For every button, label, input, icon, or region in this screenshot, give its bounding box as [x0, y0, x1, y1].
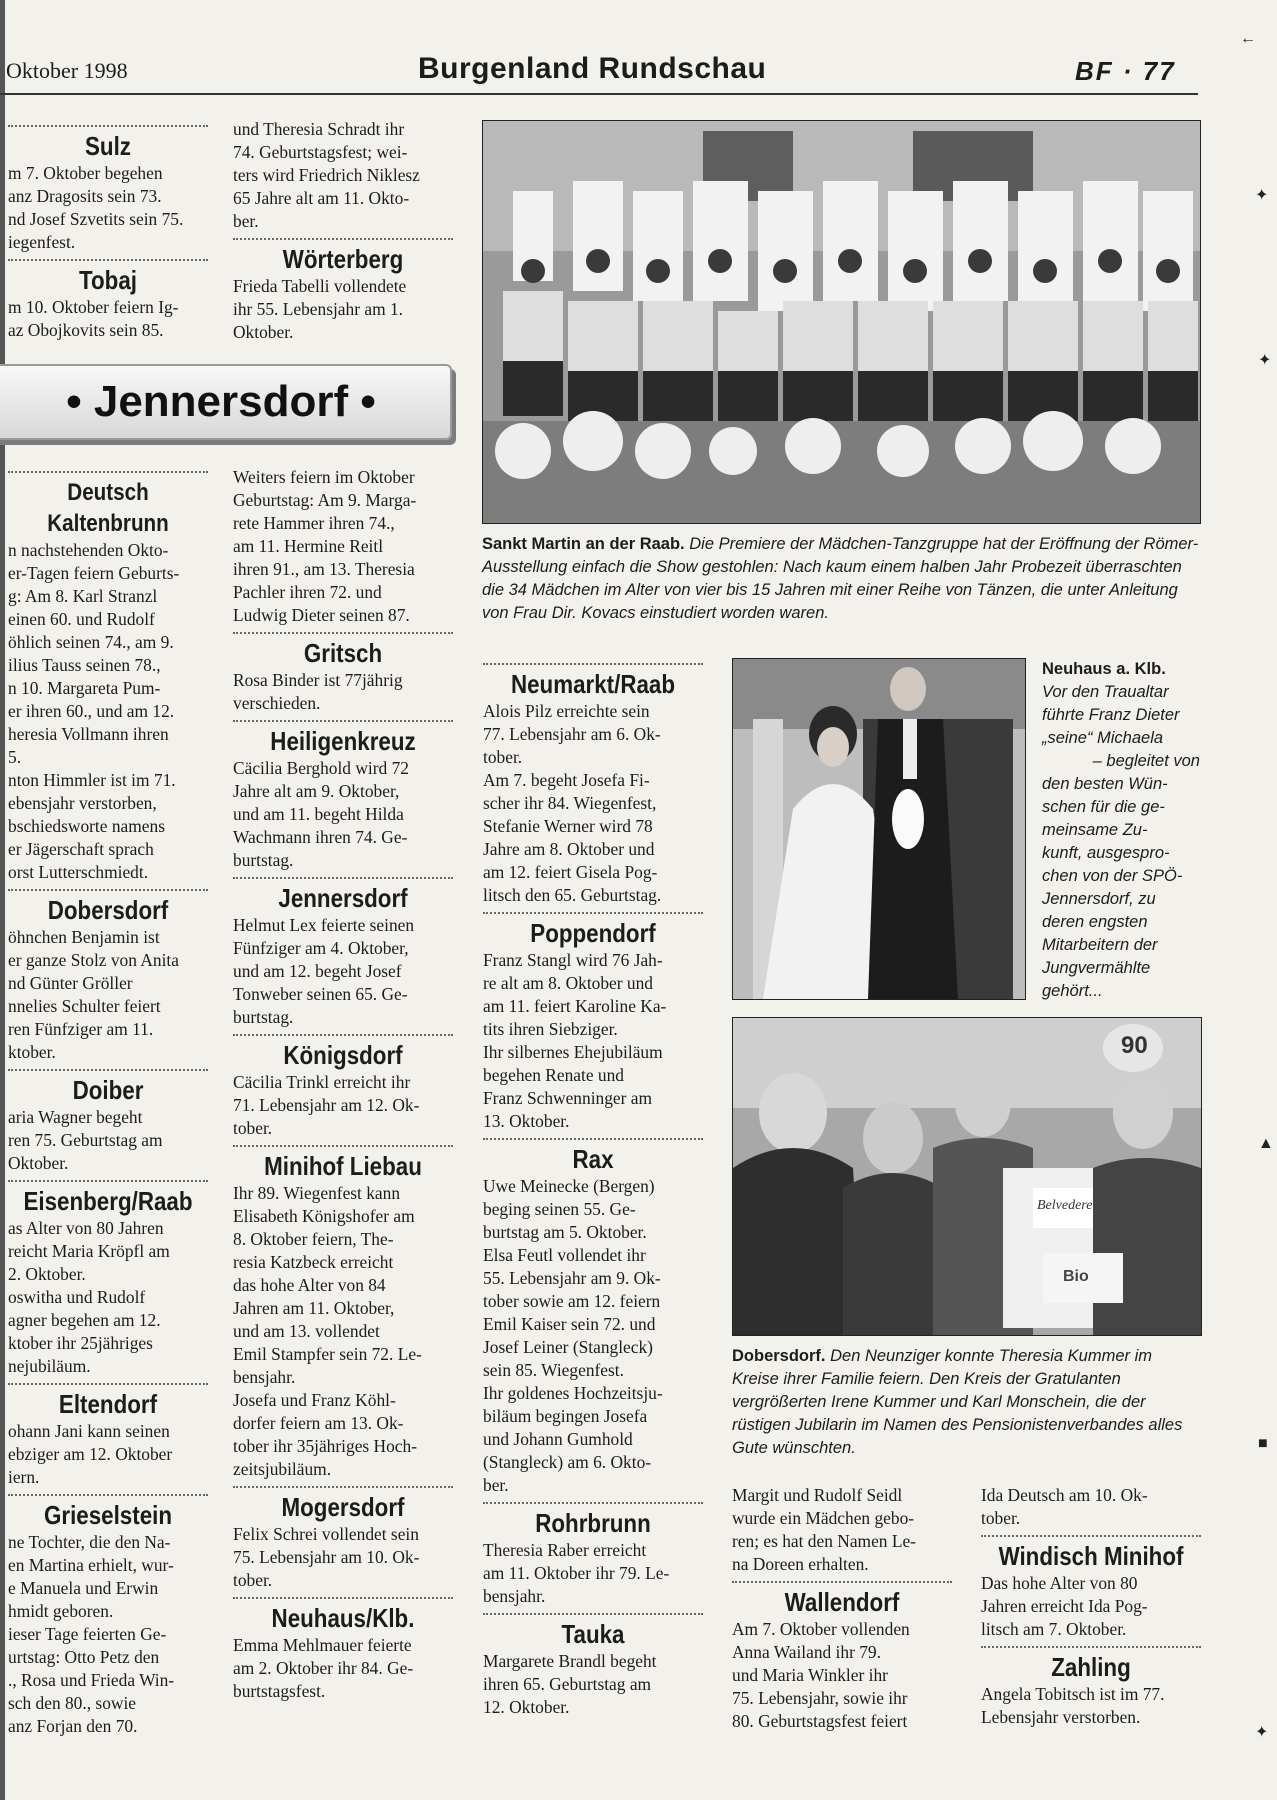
text-line: Frieda Tabelli vollendete [233, 276, 407, 296]
column-1-top [8, 120, 208, 342]
text-line: 13. Oktober. [483, 1111, 570, 1131]
caption-wedding [1042, 658, 1200, 1003]
text-line: begehen Renate und [483, 1065, 625, 1085]
heading-eisenberg-raab: Eisenberg/Raab [23, 1186, 193, 1216]
text-line: Cäcilia Berghold wird 72 [233, 758, 409, 778]
text-line: Oktober. [233, 322, 294, 342]
sign-bio: Bio [1063, 1268, 1089, 1285]
heading-grieselstein: Grieselstein [43, 1500, 173, 1530]
text-line: bschiedsworte namens [8, 816, 165, 836]
scan-mark-icon: ▲ [1258, 1135, 1274, 1152]
caption-line: Vor den Traualtar [1042, 683, 1169, 701]
caption-line: gehört... [1042, 982, 1103, 1000]
divider [483, 912, 703, 914]
scan-mark-icon: ✦ [1258, 352, 1272, 369]
text-line: m 10. Oktober feiern Ig- [8, 297, 179, 317]
text-line: er ganze Stolz von Anita [8, 950, 179, 970]
heading-sulz: Sulz [85, 131, 131, 161]
divider [8, 471, 208, 473]
divider [8, 259, 208, 261]
divider [483, 663, 703, 665]
divider [233, 1034, 453, 1036]
text-line: verschieden. [233, 693, 321, 713]
text-line: tober sowie am 12. feiern [483, 1291, 661, 1311]
caption-line: Mitarbeitern der [1042, 936, 1158, 954]
photo-family-image [733, 1018, 1201, 1335]
heading-doiber: Doiber [72, 1075, 144, 1105]
text-line: er Jägerschaft sprach [8, 839, 154, 859]
text-line: Jahre am 8. Oktober und [483, 839, 655, 859]
text-line: Cäcilia Trinkl erreicht ihr [233, 1072, 411, 1092]
column-3 [483, 658, 703, 1719]
heading-dobersdorf: Dobersdorf [47, 895, 169, 925]
text-line: sch den 80., sowie [8, 1693, 136, 1713]
divider [233, 632, 453, 634]
text-line: Franz Stangl wird 76 Jah- [483, 950, 663, 970]
caption-line: führte Franz Dieter [1042, 706, 1180, 724]
column-4 [732, 1484, 952, 1733]
text-line: am 12. feiert Gisela Pog- [483, 862, 658, 882]
text-line: orst Lutterschmiedt. [8, 862, 149, 882]
text-line: heresia Vollmann ihren [8, 724, 169, 744]
text-line: ren; es hat den Namen Le- [732, 1531, 916, 1551]
text-line: 74. Geburtstagsfest; wei- [233, 142, 408, 162]
text-line: Emma Mehlmauer feierte [233, 1635, 412, 1655]
text-line: und am 11. begeht Hilda [233, 804, 404, 824]
divider [233, 877, 453, 879]
caption-line: chen von der SPÖ- [1042, 867, 1183, 885]
page-binding-edge [0, 0, 5, 1800]
text-line: ihren 91., am 13. Theresia [233, 559, 415, 579]
text-line: Margarete Brandl begeht [483, 1651, 657, 1671]
text-line: und Johann Gumhold [483, 1429, 633, 1449]
caption-text: Den Neunziger konnte Theresia Kummer im Kreise ihrer Familie feiern. Den Kreis der Gratulanten vergrößerten Irene Kummer und Karl Monschein, die der rüstigen Jubilarin im Namen des Pensionistenverbandes alles Gute wünschten. [732, 1347, 1183, 1457]
text-line: 75. Lebensjahr am 10. Ok- [233, 1547, 420, 1567]
photo-wedding [732, 658, 1026, 1000]
text-line: er-Tagen feiern Geburts- [8, 563, 180, 583]
text-line: (Stangleck) am 6. Okto- [483, 1452, 652, 1472]
caption-line: Jungvermählte [1042, 959, 1151, 977]
caption-dance-group [482, 533, 1199, 625]
text-line: Alois Pilz erreichte sein [483, 701, 650, 721]
text-line: tober. [483, 747, 523, 767]
text-line: burtstag. [233, 850, 294, 870]
heading-deutsch-kaltenbrunn: Deutsch Kaltenbrunn [47, 479, 169, 537]
column-5 [981, 1484, 1201, 1729]
text-line: ne Tochter, die den Na- [8, 1532, 171, 1552]
text-line: Elsa Feutl vollendet ihr [483, 1245, 646, 1265]
text-line: Weiters feiern im Oktober [233, 467, 415, 487]
text-line: Am 7. Oktober vollenden [732, 1619, 910, 1639]
text-line: Pachler ihren 72. und [233, 582, 382, 602]
text-line: m 7. Oktober begehen [8, 163, 163, 183]
column-1 [8, 466, 208, 1738]
heading-minihof-liebau: Minihof Liebau [264, 1151, 422, 1181]
text-line: Jahren am 11. Oktober, [233, 1298, 395, 1318]
text-line: ohann Jani kann seinen [8, 1421, 170, 1441]
text-line: am 11. Hermine Reitl [233, 536, 384, 556]
text-line: 2. Oktober. [8, 1264, 86, 1284]
heading-windisch-minihof: Windisch Minihof [998, 1541, 1184, 1571]
text-line: rete Hammer ihren 74., [233, 513, 395, 533]
photo-family [732, 1017, 1202, 1336]
caption-line: Jennersdorf, zu [1042, 890, 1156, 908]
text-line: iegenfest. [8, 232, 76, 252]
text-line: Josef Leiner (Stangleck) [483, 1337, 653, 1357]
text-line: az Obojkovits sein 85. [8, 320, 164, 340]
text-line: 75. Lebensjahr, sowie ihr [732, 1688, 908, 1708]
caption-location: Neuhaus a. Klb. [1042, 660, 1166, 678]
text-line: sein 85. Wiegenfest. [483, 1360, 624, 1380]
text-line: Lebensjahr verstorben. [981, 1707, 1141, 1727]
text-line: ktober ihr 25jähriges [8, 1333, 153, 1353]
text-line: scher ihr 84. Wiegenfest, [483, 793, 657, 813]
text-line: re alt am 8. Oktober und [483, 973, 653, 993]
text-line: öhnchen Benjamin ist [8, 927, 160, 947]
text-line: en Martina erhielt, wur- [8, 1555, 174, 1575]
scan-mark-icon: ✦ [1255, 1724, 1269, 1741]
text-line: 12. Oktober. [483, 1697, 570, 1717]
divider [8, 1494, 208, 1496]
text-line: na Doreen erhalten. [732, 1554, 869, 1574]
text-line: 5. [8, 747, 22, 767]
text-line: agner begehen am 12. [8, 1310, 161, 1330]
scan-mark-icon: ← [1240, 30, 1256, 47]
text-line: und Theresia Schradt ihr [233, 119, 405, 139]
section-banner-jennersdorf: • Jennersdorf • [0, 364, 452, 440]
text-line: 71. Lebensjahr am 12. Ok- [233, 1095, 420, 1115]
text-line: Angela Tobitsch ist im 77. [981, 1684, 1165, 1704]
text-line: Theresia Raber erreicht [483, 1540, 647, 1560]
heading-gritsch: Gritsch [303, 638, 383, 668]
heading-koenigsdorf: Königsdorf [283, 1040, 403, 1070]
header-rule [0, 93, 1198, 95]
caption-line: deren engsten [1042, 913, 1148, 931]
divider [981, 1646, 1201, 1648]
text-line: as Alter von 80 Jahren [8, 1218, 164, 1238]
text-line: Rosa Binder ist 77jährig [233, 670, 403, 690]
text-line: ebensjahr verstorben, [8, 793, 157, 813]
text-line: Emil Kaiser sein 72. und [483, 1314, 656, 1334]
text-line: am 2. Oktober ihr 84. Ge- [233, 1658, 414, 1678]
text-line: ilius Tauss seinen 78., [8, 655, 161, 675]
text-line: Jahre alt am 9. Oktober, [233, 781, 400, 801]
text-line: dorfer feiern am 13. Ok- [233, 1413, 404, 1433]
divider [483, 1613, 703, 1615]
divider [732, 1581, 952, 1583]
text-line: 80. Geburtstagsfest feiert [732, 1711, 908, 1731]
divider [981, 1535, 1201, 1537]
divider [8, 125, 208, 127]
text-line: Franz Schwenninger am [483, 1088, 653, 1108]
divider [233, 238, 453, 240]
text-line: Ihr silbernes Ehejubiläum [483, 1042, 663, 1062]
text-line: litsch am 7. Oktober. [981, 1619, 1127, 1639]
text-line: und am 12. begeht Josef [233, 961, 402, 981]
text-line: Oktober. [8, 1153, 69, 1173]
heading-rohrbrunn: Rohrbrunn [535, 1508, 651, 1538]
text-line: e Manuela und Erwin [8, 1578, 159, 1598]
sign-belvedere: Belvedere [1037, 1198, 1093, 1213]
caption-location: Dobersdorf. [732, 1347, 826, 1365]
text-line: tober ihr 35jähriges Hoch- [233, 1436, 417, 1456]
text-line: nd Günter Gröller [8, 973, 133, 993]
divider [233, 1145, 453, 1147]
text-line: und Maria Winkler ihr [732, 1665, 888, 1685]
text-line: nnelies Schulter feiert [8, 996, 161, 1016]
divider [483, 1138, 703, 1140]
heading-eltendorf: Eltendorf [58, 1389, 158, 1419]
text-line: n nachstehenden Okto- [8, 540, 169, 560]
text-line: 77. Lebensjahr am 6. Ok- [483, 724, 661, 744]
text-line: ieser Tage feierten Ge- [8, 1624, 167, 1644]
heading-neuhaus-klb: Neuhaus/Klb. [271, 1603, 415, 1633]
lines-sulz [8, 162, 208, 254]
text-line: einen 60. und Rudolf [8, 609, 155, 629]
text-line: beging seinen 55. Ge- [483, 1199, 636, 1219]
text-line: oswitha und Rudolf [8, 1287, 146, 1307]
divider [233, 1597, 453, 1599]
text-line: ters wird Friedrich Niklesz [233, 165, 420, 185]
text-line: 55. Lebensjahr am 9. Ok- [483, 1268, 661, 1288]
divider [233, 1486, 453, 1488]
text-line: burtstag am 5. Oktober. [483, 1222, 647, 1242]
text-line: ebziger am 12. Oktober [8, 1444, 173, 1464]
text-line: anz Dragosits sein 73. [8, 186, 162, 206]
text-line: Tonweber seinen 65. Ge- [233, 984, 408, 1004]
text-line: Emil Stampfer sein 72. Le- [233, 1344, 422, 1364]
page-number: BF · 77 [1075, 56, 1176, 86]
scan-mark-icon: ✦ [1255, 187, 1269, 204]
heading-poppendorf: Poppendorf [530, 918, 656, 948]
caption-line: „seine“ Michaela [1042, 729, 1164, 747]
caption-text: Die Premiere der Mädchen-Tanzgruppe hat der Eröffnung der Römer-Ausstellung einfach die Show gestohlen: Nach kaum einem halben Jahr Probezeit überraschten die 34 Mädchen im Alter von vier bis 15 Jahren mit einer Reihe von Tänzen, die unter Anleitung von Frau Dir. Kovacs einstudiert worden waren. [482, 535, 1199, 622]
text-line: Ihr 89. Wiegenfest kann [233, 1183, 401, 1203]
text-line: öhlich seinen 74., am 9. [8, 632, 174, 652]
heading-tobaj: Tobaj [79, 265, 137, 295]
caption-family [732, 1345, 1200, 1460]
column-2-top [233, 118, 453, 344]
text-line: er ihren 60., und am 12. [8, 701, 175, 721]
caption-line: schen für die ge- [1042, 798, 1165, 816]
caption-location: Sankt Martin an der Raab. [482, 535, 685, 553]
text-line: iern. [8, 1467, 40, 1487]
newspaper-title: Burgenland Rundschau [418, 52, 767, 85]
text-line: reicht Maria Kröpfl am [8, 1241, 170, 1261]
text-line: Margit und Rudolf Seidl [732, 1485, 903, 1505]
text-line: tober. [233, 1570, 273, 1590]
heading-heiligenkreuz: Heiligenkreuz [270, 726, 416, 756]
text-line: Geburtstag: Am 9. Marga- [233, 490, 417, 510]
heading-mogersdorf: Mogersdorf [281, 1492, 405, 1522]
text-line: am 11. Oktober ihr 79. Le- [483, 1563, 670, 1583]
sign-90: 90 [1121, 1032, 1148, 1059]
text-line: ren 75. Geburtstag am [8, 1130, 163, 1150]
text-line: urtstag: Otto Petz den [8, 1647, 160, 1667]
text-line: Stefanie Werner wird 78 [483, 816, 653, 836]
text-line: biläum begingen Josefa [483, 1406, 648, 1426]
text-line: resia Katzbeck erreicht [233, 1252, 394, 1272]
text-line: ber. [233, 211, 259, 231]
text-line: Helmut Lex feierte seinen [233, 915, 415, 935]
text-line: anz Forjan den 70. [8, 1716, 138, 1736]
text-line: burtstag. [233, 1007, 294, 1027]
photo-dance-group-image [483, 121, 1200, 523]
text-line: ihren 65. Geburtstag am [483, 1674, 652, 1694]
text-line: n 10. Margareta Pum- [8, 678, 161, 698]
text-line: bensjahr. [233, 1367, 296, 1387]
caption-line: den besten Wün- [1042, 775, 1168, 793]
text-line: Josefa und Franz Köhl- [233, 1390, 396, 1410]
text-line: Uwe Meinecke (Bergen) [483, 1176, 655, 1196]
text-line: ktober. [8, 1042, 56, 1062]
text-line: Anna Wailand ihr 79. [732, 1642, 881, 1662]
text-line: Wachmann ihren 74. Ge- [233, 827, 408, 847]
heading-woerterberg: Wörterberg [282, 244, 404, 274]
text-line: Am 7. begeht Josefa Fi- [483, 770, 650, 790]
heading-rax: Rax [572, 1144, 614, 1174]
heading-wallendorf: Wallendorf [784, 1587, 900, 1617]
text-line: ren Fünfziger am 11. [8, 1019, 154, 1039]
heading-neumarkt-raab: Neumarkt/Raab [510, 669, 676, 699]
photo-wedding-image [733, 659, 1025, 999]
text-line: Elisabeth Königshofer am [233, 1206, 415, 1226]
text-line: zeitsjubiläum. [233, 1459, 332, 1479]
text-line: Felix Schrei vollendet sein [233, 1524, 419, 1544]
text-line: hmidt geboren. [8, 1601, 114, 1621]
caption-line: – begleitet von [1092, 752, 1200, 770]
text-line: Das hohe Alter von 80 [981, 1573, 1138, 1593]
text-line: Ludwig Dieter seinen 87. [233, 605, 410, 625]
text-line: nejubiläum. [8, 1356, 91, 1376]
text-line: am 11. feiert Karoline Ka- [483, 996, 667, 1016]
scan-mark-icon: ■ [1258, 1435, 1268, 1452]
text-line: ., Rosa und Frieda Win- [8, 1670, 175, 1690]
text-line: nton Himmler ist im 71. [8, 770, 176, 790]
divider [233, 720, 453, 722]
divider [8, 1069, 208, 1071]
text-line: nd Josef Szvetits sein 75. [8, 209, 184, 229]
text-line: tober. [981, 1508, 1021, 1528]
text-line: das hohe Alter von 84 [233, 1275, 386, 1295]
text-line: aria Wagner begeht [8, 1107, 143, 1127]
text-line: ihr 55. Lebensjahr am 1. [233, 299, 403, 319]
header-date: Oktober 1998 [6, 58, 128, 83]
caption-line: meinsame Zu- [1042, 821, 1148, 839]
text-line: Jahren erreicht Ida Pog- [981, 1596, 1148, 1616]
heading-zahling: Zahling [1051, 1652, 1131, 1682]
photo-dance-group [482, 120, 1201, 524]
divider [8, 1383, 208, 1385]
heading-tauka: Tauka [561, 1619, 625, 1649]
text-line: g: Am 8. Karl Stranzl [8, 586, 158, 606]
text-line: litsch den 65. Geburtstag. [483, 885, 662, 905]
divider [483, 1502, 703, 1504]
text-line: wurde ein Mädchen gebo- [732, 1508, 915, 1528]
text-line: tober. [233, 1118, 273, 1138]
text-line: Ida Deutsch am 10. Ok- [981, 1485, 1148, 1505]
text-line: 65 Jahre alt am 11. Okto- [233, 188, 410, 208]
divider [8, 1180, 208, 1182]
text-line: 8. Oktober feiern, The- [233, 1229, 394, 1249]
text-line: bensjahr. [483, 1586, 546, 1606]
column-2 [233, 466, 453, 1703]
text-line: ber. [483, 1475, 509, 1495]
text-line: burtstagsfest. [233, 1681, 326, 1701]
text-line: tits ihren Siebziger. [483, 1019, 618, 1039]
caption-line: kunft, ausgespro- [1042, 844, 1170, 862]
heading-jennersdorf: Jennersdorf [278, 883, 408, 913]
text-line: und am 13. vollendet [233, 1321, 380, 1341]
text-line: Ihr goldenes Hochzeitsju- [483, 1383, 663, 1403]
divider [8, 889, 208, 891]
text-line: Fünfziger am 4. Oktober, [233, 938, 409, 958]
